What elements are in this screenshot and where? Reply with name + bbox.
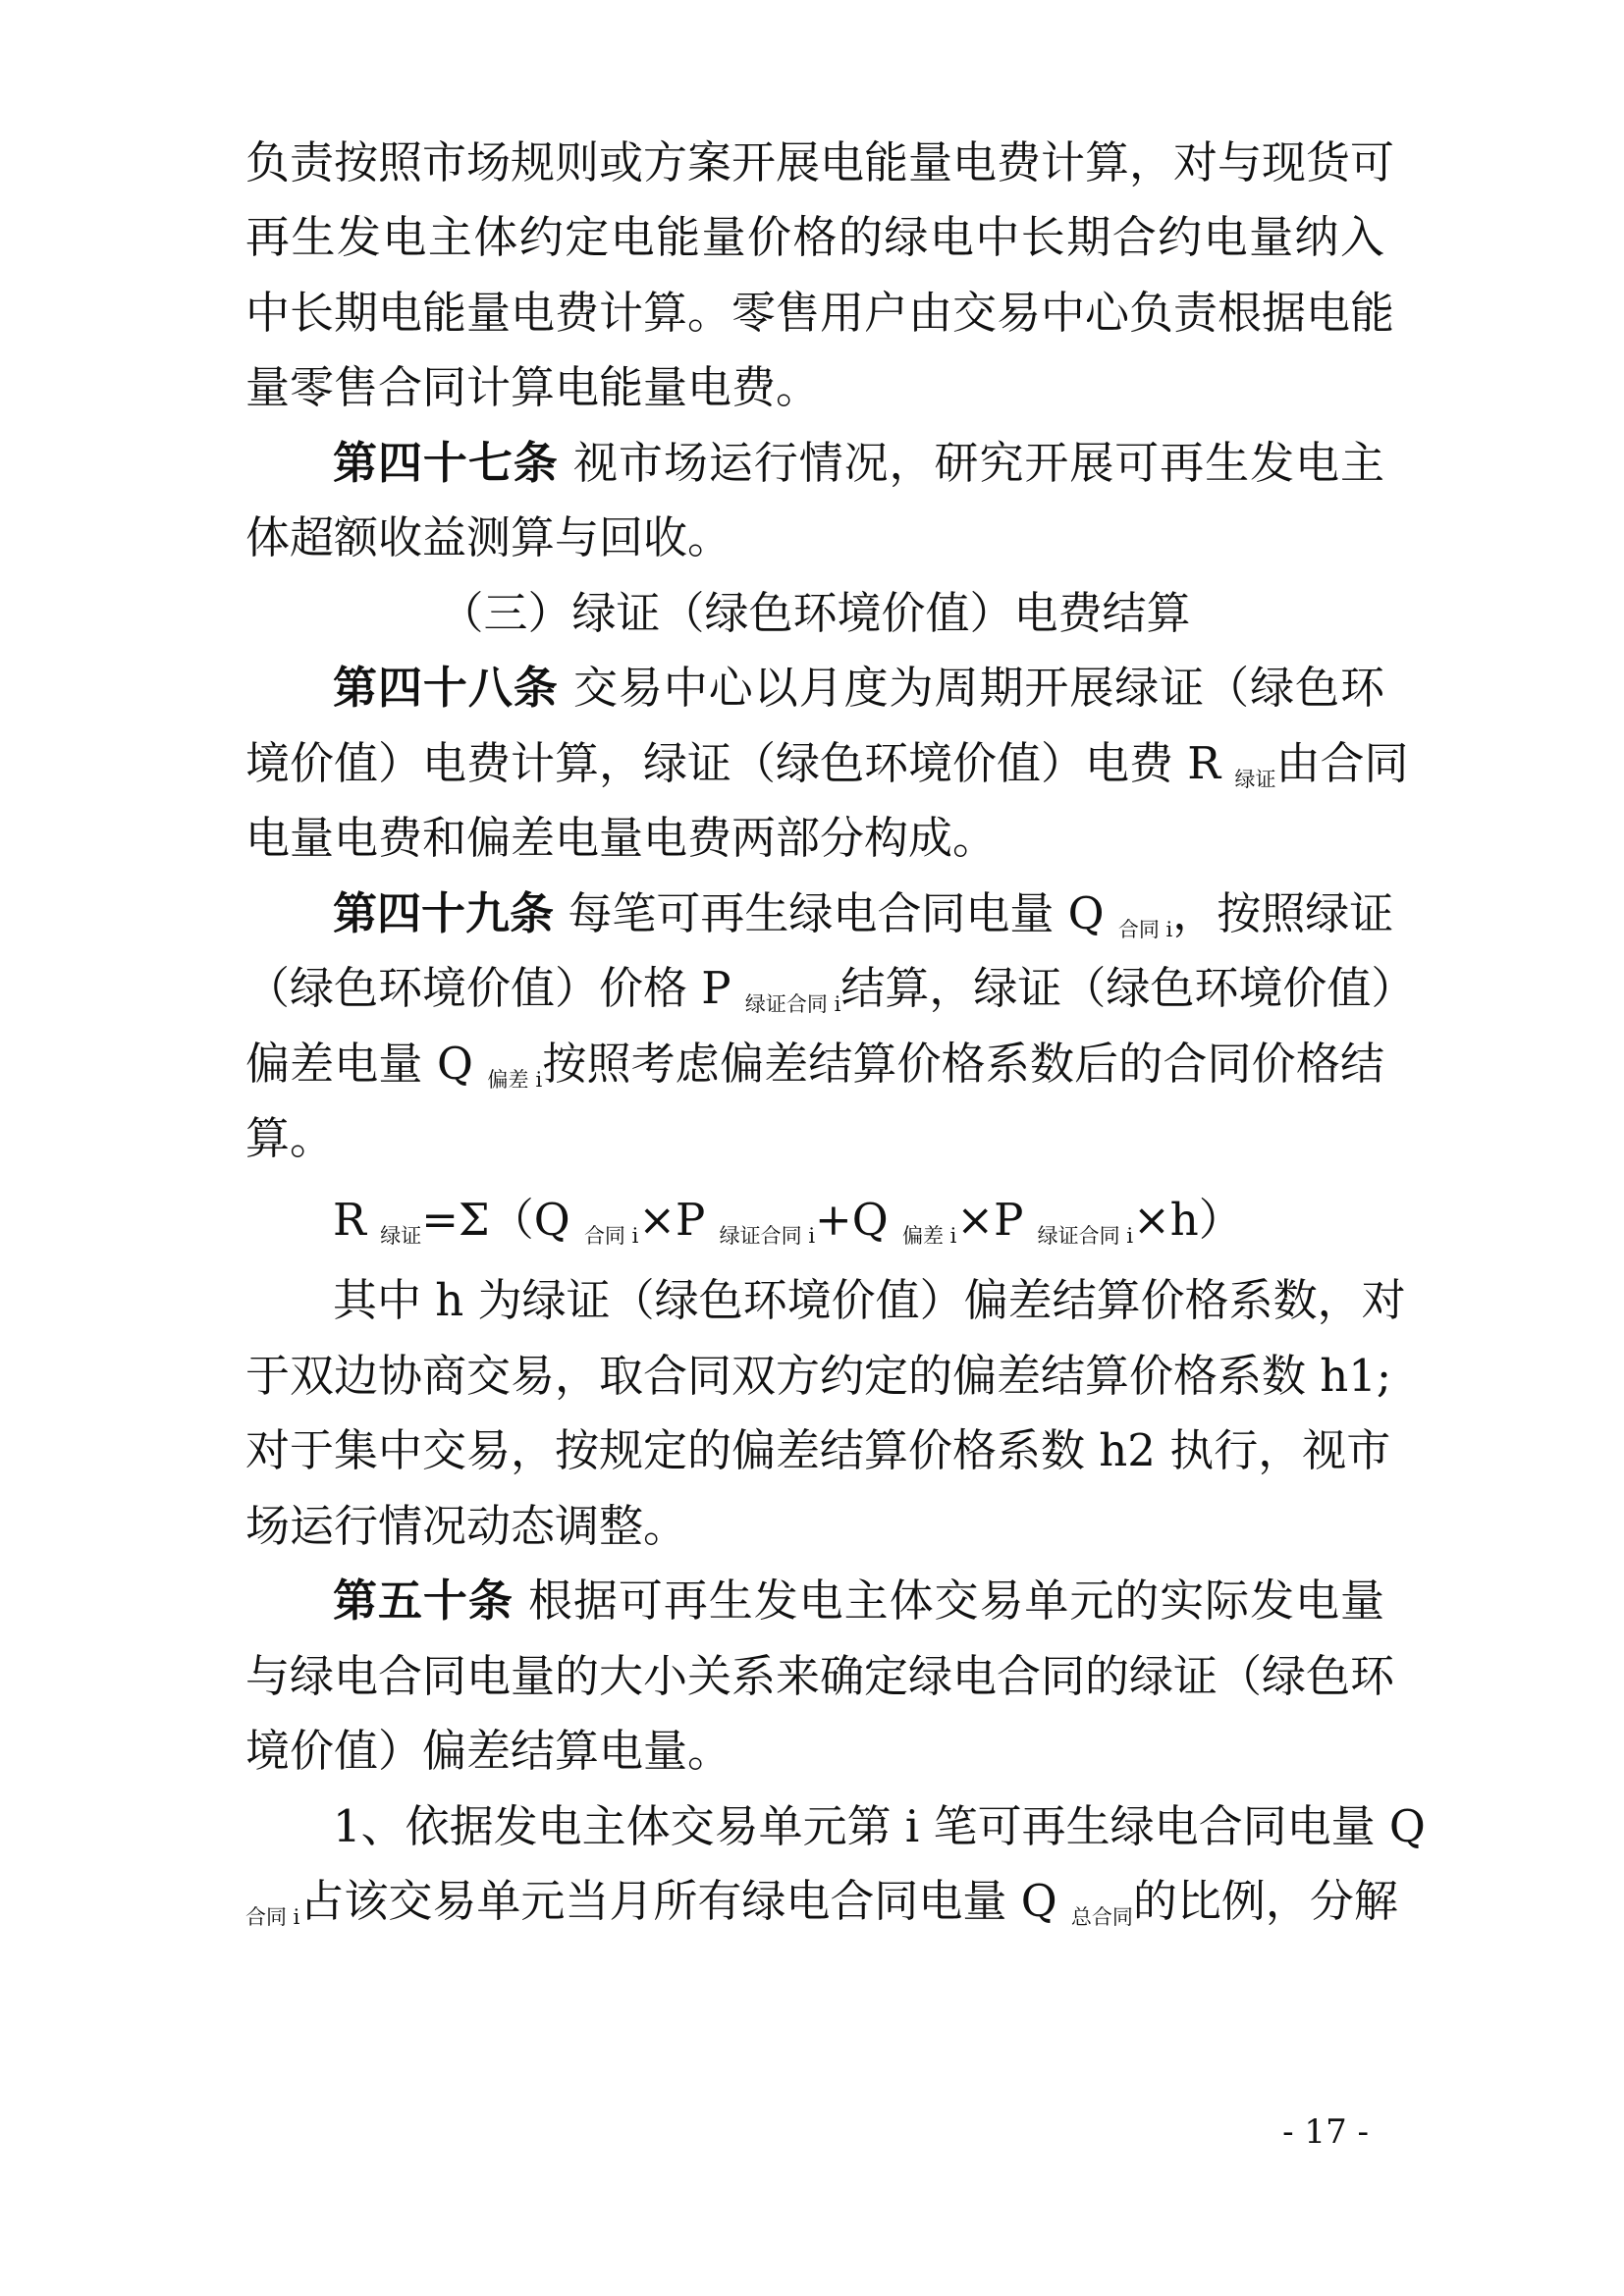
subscript: 绿证 [1234,768,1276,791]
text-line [245,1035,1384,1094]
subscript: 绿证 [380,1224,422,1248]
article-47-heading: 第四十七条 [333,437,559,489]
subscript: 合同 i [1117,918,1173,941]
text-run: 视市场运行情况，研究开展可再生发电主 [572,437,1384,489]
settlement-formula [333,1191,1243,1250]
text-line: 电量电费和偏差电量电费两部分构成。 [245,812,998,864]
text-run: 每笔可再生绿电合同电量 Q [568,887,1105,939]
article-50-line [333,1572,1384,1630]
text-line: 与绿电合同电量的大小关系来确定绿电合同的绿证（绿色环 [245,1650,1395,1702]
formula-term: ×P [638,1194,706,1246]
formula-term: =Σ（Q [421,1194,570,1246]
text-line: 算。 [245,1112,335,1164]
subscript: 绿证合同 i [1037,1224,1134,1248]
subscript: 绿证合同 i [719,1224,816,1248]
text-line: 再生发电主体约定电能量价格的绿电中长期合约电量纳入 [245,211,1384,263]
formula-term: R [333,1194,366,1246]
text-line [245,1872,1398,1931]
article-49-heading: 第四十九条 [333,887,555,939]
formula-term: ×h） [1133,1194,1243,1246]
text-run: 偏差电量 Q [245,1038,473,1090]
text-run: 由合同 [1275,737,1409,789]
text-line: 境价值）偏差结算电量。 [245,1725,732,1777]
formula-term: +Q [815,1194,889,1246]
text-run: 的比例，分解 [1132,1875,1398,1927]
subscript: 合同 i [245,1905,300,1929]
subscript: 总合同 [1070,1905,1133,1929]
text-run: 交易中心以月度为周期开展绿证（绿色环 [572,662,1384,714]
text-run: （绿色环境价值）价格 P [245,962,731,1014]
text-line: 中长期电能量电费计算。零售用户由交易中心负责根据电能 [245,287,1395,339]
text-run: 根据可再生发电主体交易单元的实际发电量 [528,1575,1384,1627]
text-line: 1、依据发电主体交易单元第 i 笔可再生绿电合同电量 Q [333,1800,1426,1852]
section-heading: （三）绿证（绿色环境价值）电费结算 [439,587,1191,639]
text-line: 对于集中交易，按规定的偏差结算价格系数 h2 执行，视市 [245,1424,1391,1476]
text-line [245,959,1416,1018]
subscript: 绿证合同 i [744,992,841,1016]
text-line: 体超额收益测算与回收。 [245,511,732,563]
article-50-heading: 第五十条 [333,1575,514,1627]
article-48-line [333,659,1384,718]
text-run: 按照考虑偏差结算价格系数后的合同价格结 [542,1038,1384,1090]
text-line: 场运行情况动态调整。 [245,1500,688,1552]
page-number: - 17 - [1282,2112,1369,2152]
article-49-line [333,884,1394,943]
formula-term: ×P [956,1194,1024,1246]
text-run: 境价值）电费计算，绿证（绿色环境价值）电费 R [245,737,1221,789]
subscript: 合同 i [583,1224,639,1248]
text-line [245,734,1409,793]
text-line: 量零售合同计算电能量电费。 [245,361,821,413]
article-47-line [333,434,1384,493]
text-line: 其中 h 为绿证（绿色环境价值）偏差结算价格系数，对 [333,1274,1406,1326]
text-run: 结算，绿证（绿色环境价值） [840,962,1416,1014]
text-run: 占该交易单元当月所有绿电合同电量 Q [299,1875,1057,1927]
article-48-heading: 第四十八条 [333,662,559,714]
subscript: 偏差 i [487,1068,543,1092]
text-line: 负责按照市场规则或方案开展电能量电费计算，对与现货可 [245,136,1395,188]
text-run: ，按照绿证 [1172,887,1394,939]
text-line: 于双边协商交易，取合同双方约定的偏差结算价格系数 h1; [245,1350,1392,1402]
subscript: 偏差 i [901,1224,957,1248]
